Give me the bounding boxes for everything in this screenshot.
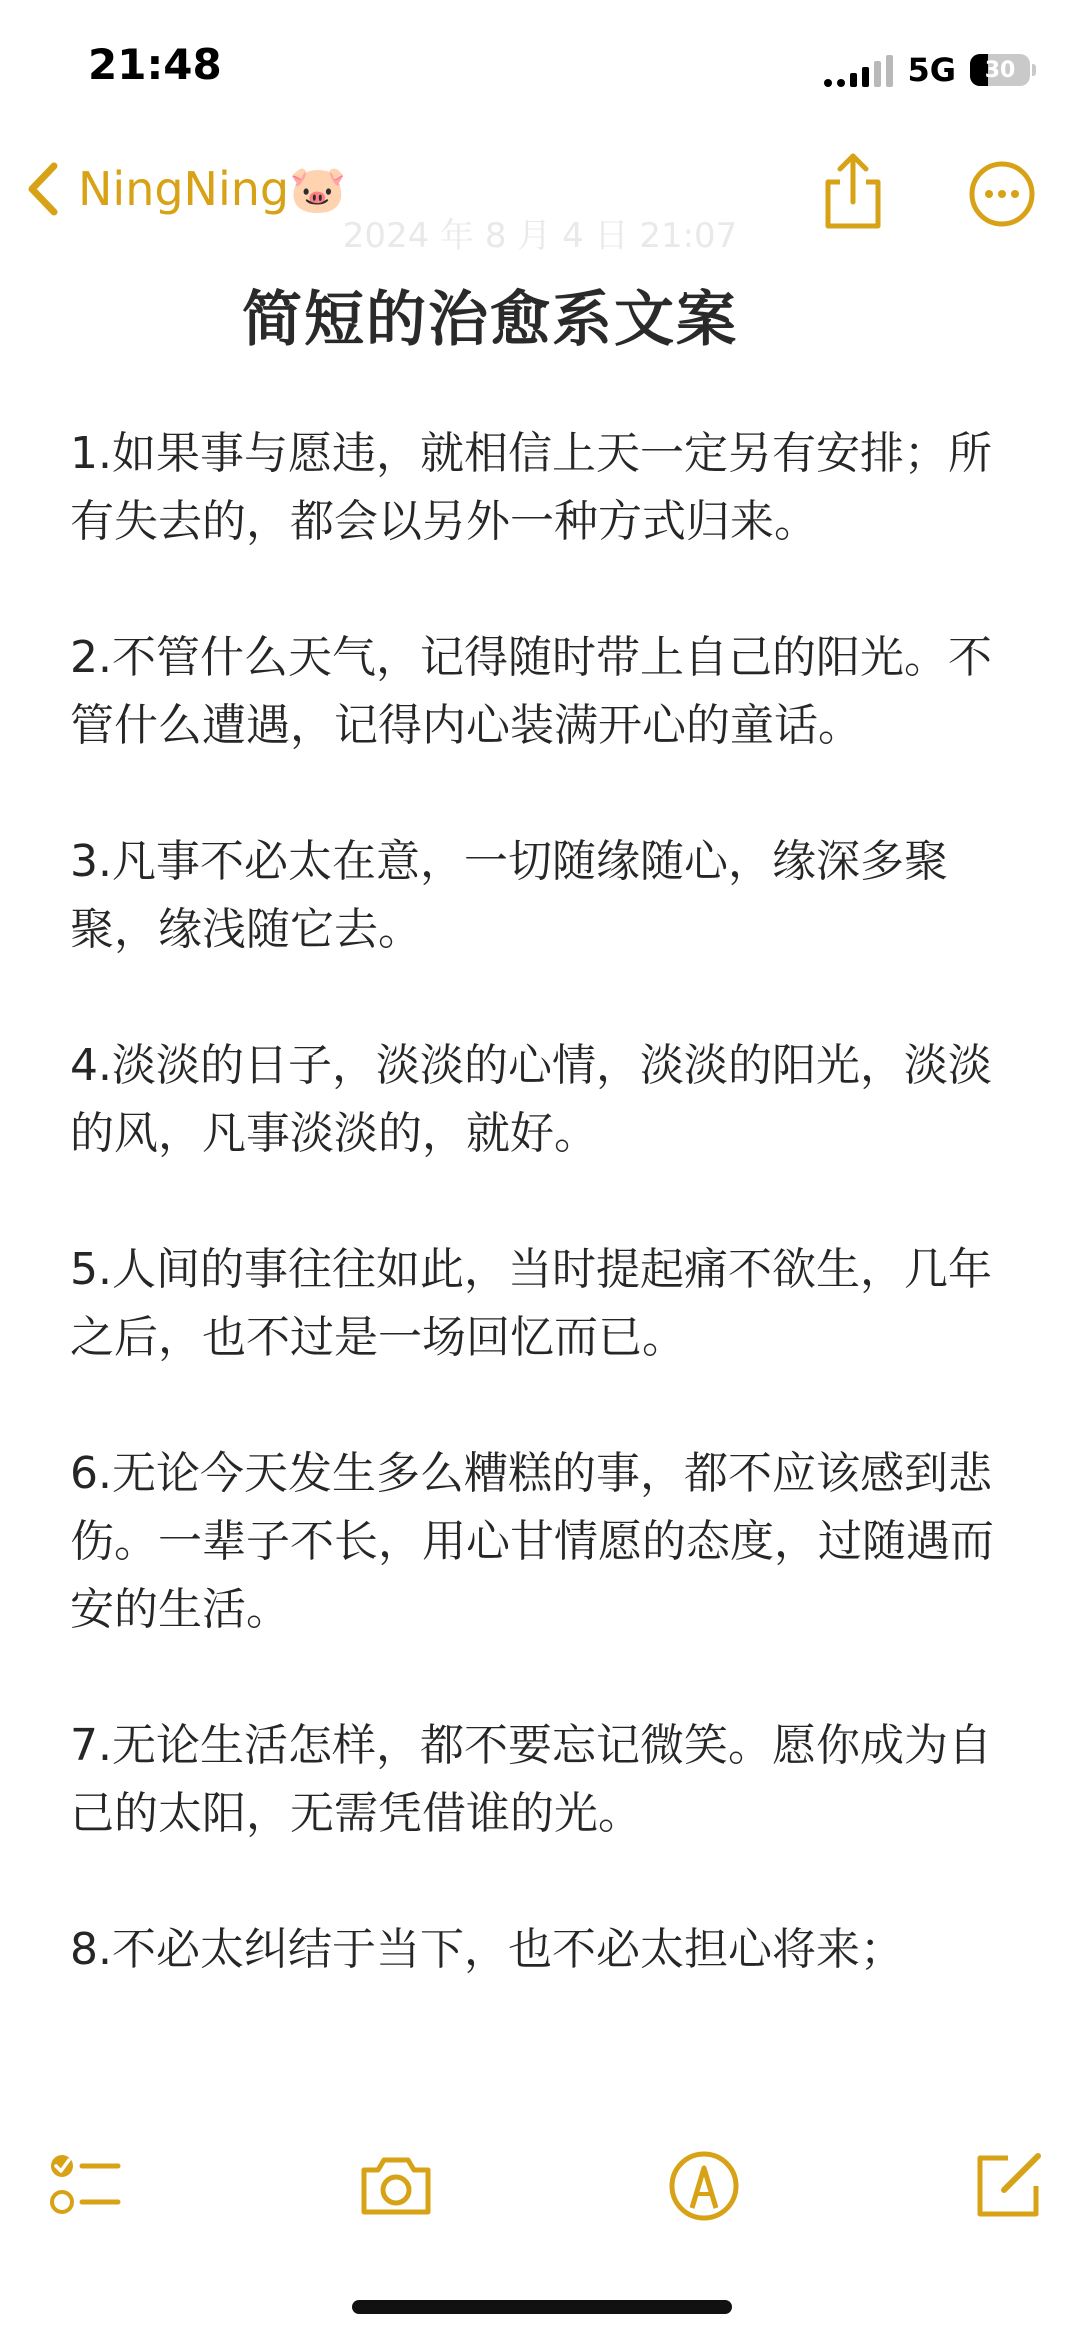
note-date: 2024 年 8 月 4 日 21:07: [342, 216, 738, 256]
battery-icon: [970, 54, 1030, 86]
markup-icon: [664, 2146, 744, 2226]
note-content[interactable]: [70, 420, 1010, 2052]
note-paragraph: 1.如果事与愿违，就相信上天一定另有安排；所有失去的，都会以另外一种方式归来。: [70, 428, 992, 547]
status-indicators: [824, 48, 1036, 92]
note-paragraph: 7.无论生活怎样，都不要忘记微笑。愿你成为自己的太阳，无需凭借谁的光。: [70, 1720, 992, 1839]
markup-button[interactable]: [664, 2146, 744, 2226]
note-paragraph: 2.不管什么天气，记得随时带上自己的阳光。不管什么遭遇，记得内心装满开心的童话。: [70, 632, 992, 751]
checklist-icon: [46, 2146, 126, 2226]
cellular-signal-icon: [824, 53, 893, 87]
note-paragraph: 3.凡事不必太在意，一切随缘随心，缘深多聚聚，缘浅随它去。: [70, 836, 948, 955]
note-paragraph: 6.无论今天发生多么糟糕的事，都不应该感到悲伤。一辈子不长，用心甘情愿的态度，过随遇而安的生活。: [70, 1448, 994, 1635]
note-paragraph: 8.不必太纠结于当下，也不必太担心将来；: [70, 1924, 904, 1975]
compose-icon: [968, 2146, 1048, 2226]
bottom-toolbar: [0, 2132, 1080, 2242]
home-indicator[interactable]: [352, 2300, 732, 2314]
battery-tip: [1032, 64, 1036, 76]
checklist-button[interactable]: [46, 2146, 126, 2226]
camera-icon: [356, 2146, 436, 2226]
compose-button[interactable]: [968, 2146, 1048, 2226]
status-time: 21:48: [88, 40, 222, 89]
note-title[interactable]: 简短的治愈系文案: [242, 285, 738, 355]
battery-level: 30: [984, 57, 1016, 83]
network-type: 5G: [907, 51, 956, 89]
back-label: NingNing🐷: [78, 161, 347, 216]
note-paragraph: 5.人间的事往往如此，当时提起痛不欲生，几年之后，也不过是一场回忆而已。: [70, 1244, 992, 1363]
status-bar: [0, 0, 1080, 140]
camera-button[interactable]: [356, 2146, 436, 2226]
note-paragraph: 4.淡淡的日子，淡淡的心情，淡淡的阳光，淡淡的风，凡事淡淡的，就好。: [70, 1040, 992, 1159]
